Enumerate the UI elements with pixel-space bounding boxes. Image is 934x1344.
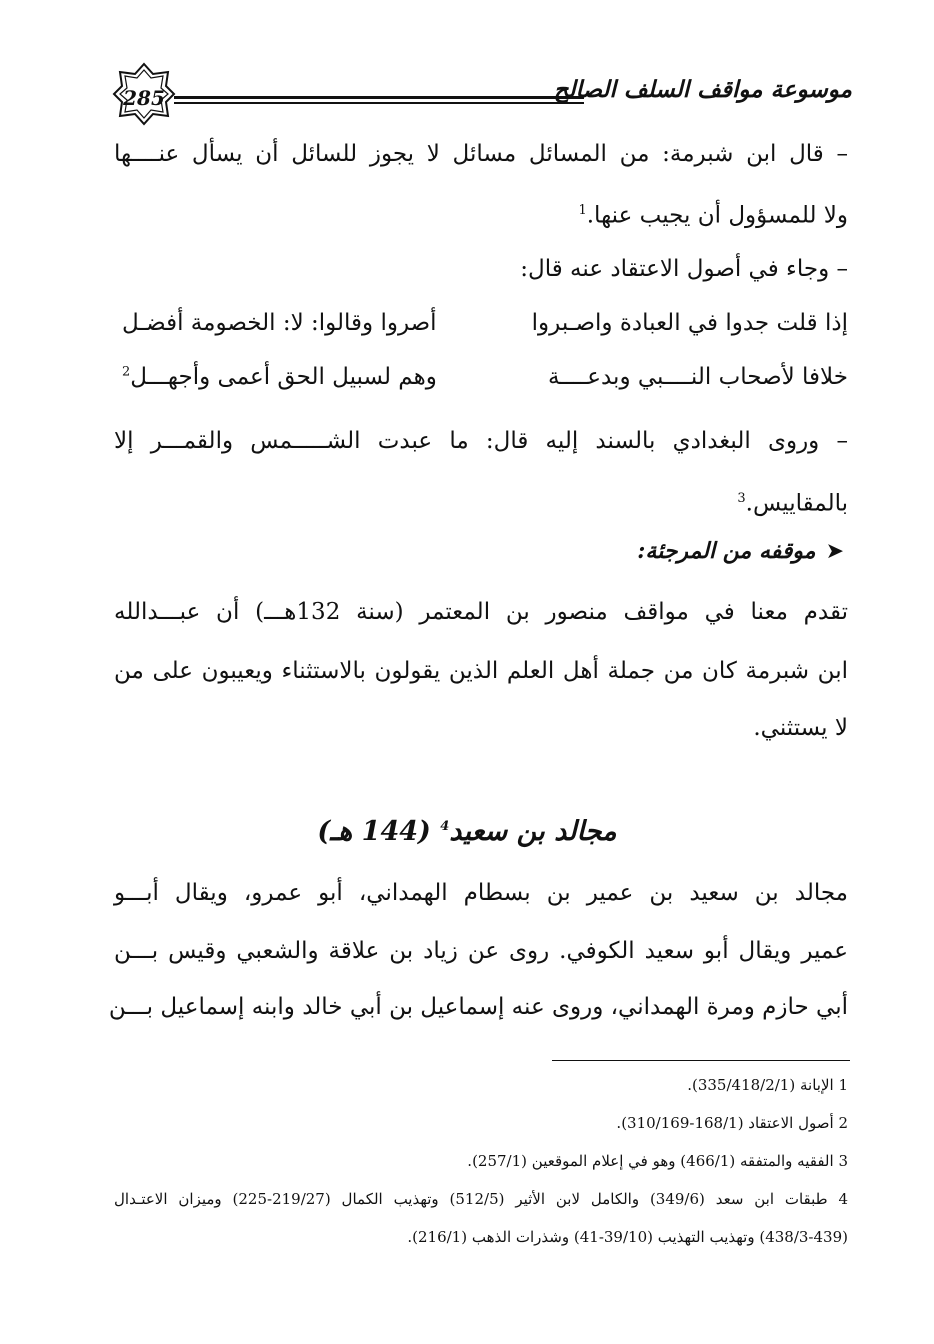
paragraph-line: – وروى البغدادي بالسند إليه قال: ما عبدت الشـــــمس والقمـــر إلا	[114, 428, 848, 454]
footnote	[616, 1112, 848, 1134]
footnote-ref: 1	[578, 203, 587, 218]
footnote-text: الفقيه والمتفقه (466/1) وهو في إعلام الموقعين (257/1).	[467, 1152, 834, 1170]
footnote-number: 1	[838, 1076, 848, 1094]
footnote-continuation	[407, 1226, 848, 1248]
page-number-badge	[112, 62, 176, 126]
verse-hemistich-left: أصروا وقالوا: لا: الخصومة أفضـل	[122, 310, 437, 336]
footnote-ref: 2	[122, 364, 131, 380]
paragraph-text: بالمقاييس.	[745, 490, 848, 517]
footnote	[687, 1074, 848, 1096]
footnote-ref: 4	[440, 819, 450, 834]
verse-text: وهم لسبيل الحق أعمى وأجهـــل	[130, 364, 437, 390]
verse-hemistich-right: خلافا لأصحاب النــــبي وبدعــــة	[547, 364, 848, 390]
paragraph-line: مجالد بن سعيد بن عمير بن بسطام الهمداني، أبو عمرو، ويقال أبـــو	[114, 880, 848, 906]
footnote-number: 2	[838, 1114, 848, 1132]
section-title	[180, 816, 754, 847]
footnote-text: (438/3-439) وتهذيب التهذيب (39/10-41) وشذرات الذهب (216/1).	[407, 1228, 848, 1246]
header-rule	[174, 96, 584, 99]
paragraph-text: ولا للمسؤول أن يجيب عنها.	[586, 202, 848, 229]
footnote-ref: 3	[737, 491, 746, 506]
footnote-number: 4	[838, 1190, 849, 1208]
verse-hemistich-left	[122, 364, 437, 390]
paragraph-line: – قال ابن شبرمة: من المسائل مسائل لا يجوز للسائل أن يسأل عنــــها	[114, 141, 848, 167]
footnote-text: طبقات ابن سعد (349/6) والكامل لابن الأثير (512/5) وتهذيب الكمال (219/27-225) وميزان الاعتـدال	[114, 1190, 828, 1208]
footnote-number: 3	[838, 1152, 848, 1170]
paragraph-line: – وجاء في أصول الاعتقاد عنه قال:	[520, 256, 848, 282]
footnote	[114, 1188, 848, 1210]
footnote-separator	[552, 1060, 850, 1061]
footnote-text: الإبانة (335/418/2/1).	[687, 1076, 834, 1094]
paragraph-line: لا يستثني.	[753, 715, 848, 741]
subheading	[637, 538, 844, 564]
series-title: موسوعة مواقف السلف الصالح	[553, 76, 852, 103]
paragraph-line	[737, 482, 848, 521]
section-date: (144 هـ)	[317, 816, 431, 847]
verse-hemistich-right: إذا قلت جدوا في العبادة واصـبروا	[531, 310, 848, 336]
header-rule-thin	[174, 102, 584, 104]
paragraph-line	[578, 194, 848, 233]
paragraph-line: تقدم معنا في مواقف منصور بن المعتمر (سنة 132هـــ) أن عبـــدالله	[114, 599, 849, 625]
page-header	[112, 56, 852, 136]
paragraph-line: أبي حازم ومرة الهمداني، وروى عنه إسماعيل بن أبي خالد وابنه إسماعيل بـــن	[108, 994, 848, 1020]
page-number: 285	[123, 86, 165, 110]
arrow-bullet-icon: ➤	[825, 539, 844, 564]
paragraph-line: عمير ويقال أبو سعيد الكوفي. روى عن زياد بن علاقة والشعبي وقيس بـــن	[114, 938, 848, 964]
paragraph-line: ابن شبرمة كان من جملة أهل العلم الذين يقولون بالاستثناء ويعيبون على من	[114, 658, 848, 684]
footnote-text: أصول الاعتقاد (168/1-310/169).	[616, 1114, 834, 1132]
section-title-text: مجالد بن سعيد	[449, 816, 617, 847]
footnote	[467, 1150, 848, 1172]
subheading-text: موقفه من المرجئة:	[637, 538, 816, 564]
